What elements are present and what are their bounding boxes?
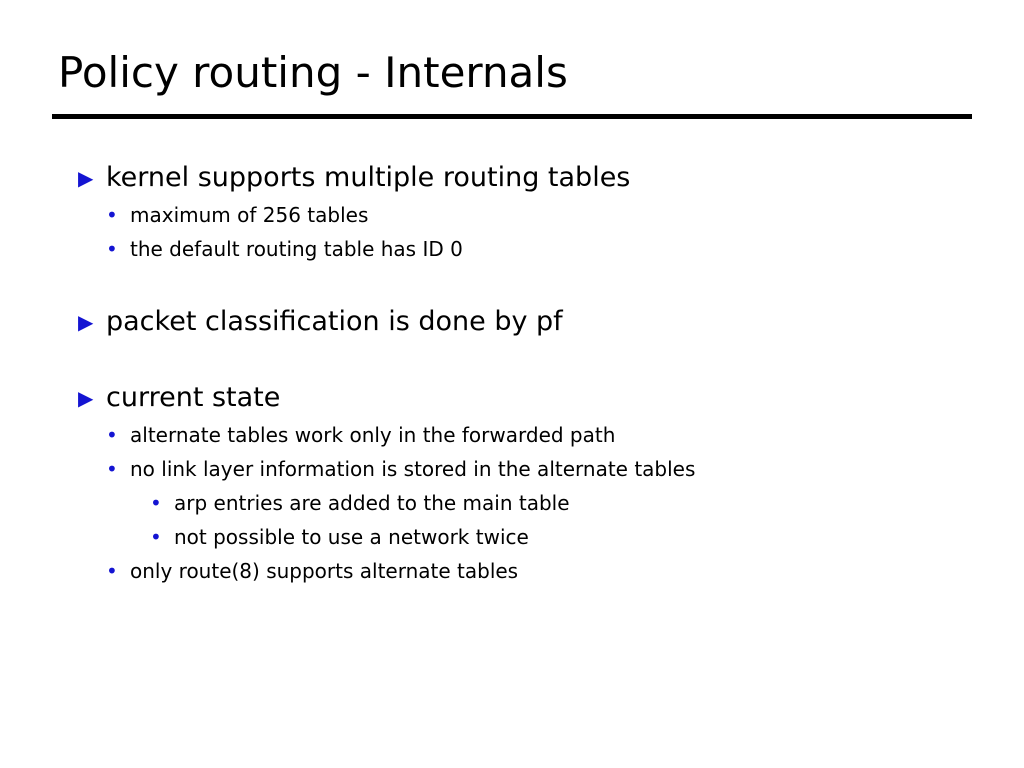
bullet-level1 bbox=[70, 158, 990, 198]
bullet-text: arp entries are added to the main table bbox=[174, 491, 570, 515]
page-title: Policy routing - Internals bbox=[58, 48, 568, 97]
triangle-bullet-icon: ▶ bbox=[78, 310, 94, 334]
dot-bullet-icon: • bbox=[150, 525, 162, 549]
dot-bullet-icon: • bbox=[106, 203, 118, 227]
bullet-text: only route(8) supports alternate tables bbox=[130, 559, 519, 583]
triangle-bullet-icon: ▶ bbox=[78, 386, 94, 410]
slide-content bbox=[70, 148, 990, 588]
bullet-level1 bbox=[70, 378, 990, 418]
bullet-level3 bbox=[70, 520, 990, 554]
title-divider bbox=[52, 114, 972, 119]
bullet-level1 bbox=[70, 302, 990, 342]
bullet-level2 bbox=[70, 452, 990, 486]
bullet-level2 bbox=[70, 554, 990, 588]
bullet-text: current state bbox=[106, 382, 281, 413]
bullet-level2 bbox=[70, 418, 990, 452]
bullet-text: maximum of 256 tables bbox=[130, 203, 369, 227]
dot-bullet-icon: • bbox=[106, 559, 118, 583]
bullet-level3 bbox=[70, 486, 990, 520]
dot-bullet-icon: • bbox=[150, 491, 162, 515]
bullet-level2 bbox=[70, 198, 990, 232]
bullet-text: kernel supports multiple routing tables bbox=[106, 162, 631, 193]
spacer bbox=[70, 342, 990, 368]
bullet-text: no link layer information is stored in the alternate tables bbox=[130, 457, 696, 481]
triangle-bullet-icon: ▶ bbox=[78, 166, 94, 190]
bullet-text: not possible to use a network twice bbox=[174, 525, 529, 549]
bullet-text: the default routing table has ID 0 bbox=[130, 237, 463, 261]
spacer bbox=[70, 266, 990, 292]
bullet-text: packet classification is done by pf bbox=[106, 306, 563, 337]
dot-bullet-icon: • bbox=[106, 423, 118, 447]
bullet-text: alternate tables work only in the forwarded path bbox=[130, 423, 616, 447]
bullet-level2 bbox=[70, 232, 990, 266]
dot-bullet-icon: • bbox=[106, 457, 118, 481]
dot-bullet-icon: • bbox=[106, 237, 118, 261]
